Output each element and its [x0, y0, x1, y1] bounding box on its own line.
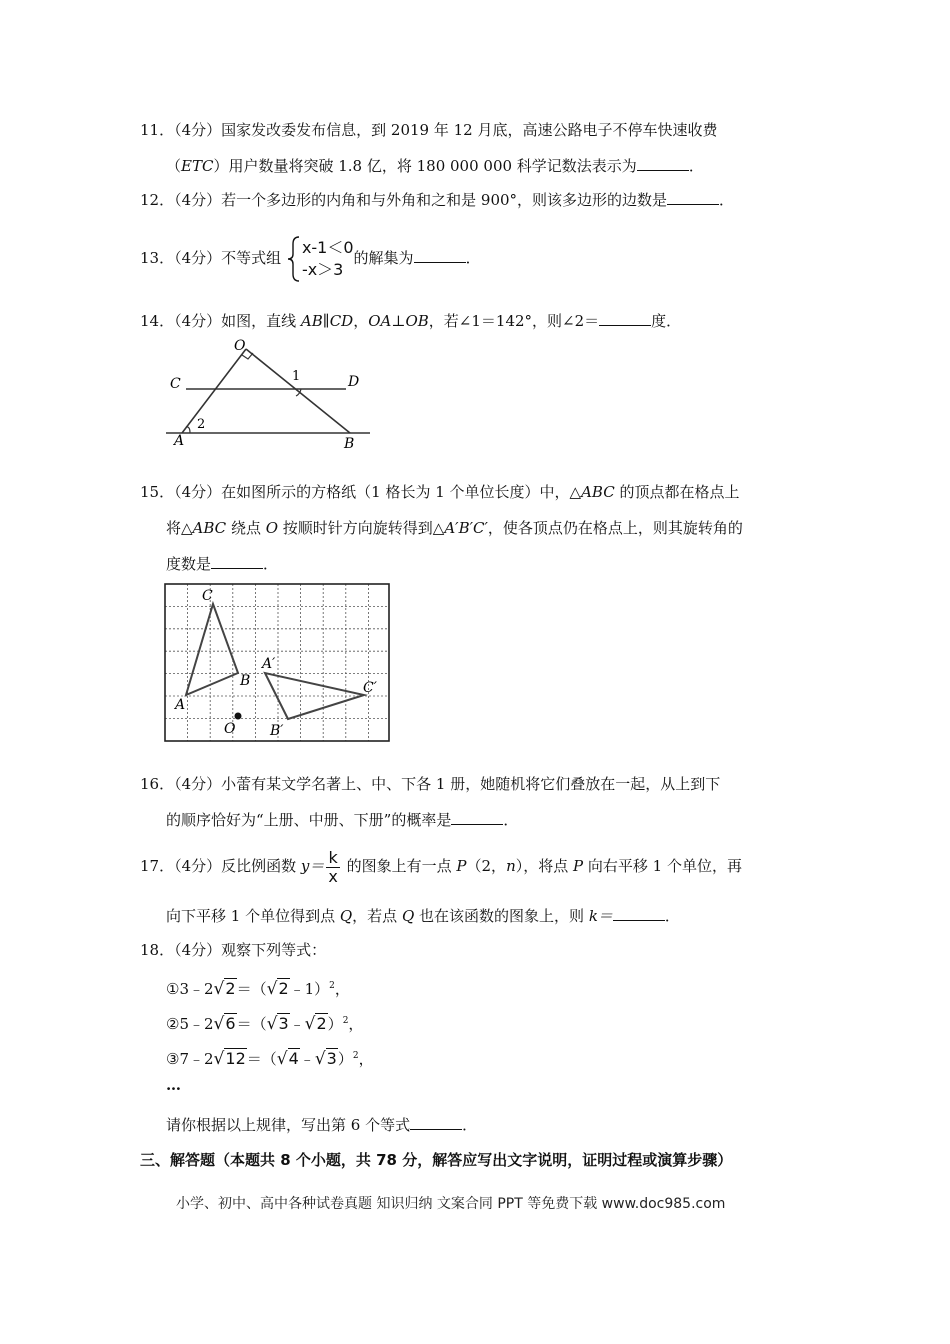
- answer-blank[interactable]: [667, 190, 719, 205]
- label-c-prime: C′: [363, 680, 377, 696]
- q15-grid-figure: [164, 583, 390, 743]
- q18-eq2: ②5﹣2√6＝（√3﹣√2）$^2$，: [166, 1014, 364, 1034]
- q18-eq1: ①3﹣2√2＝（√2﹣1）$^2$，: [166, 979, 350, 999]
- q15-line2: 将△ABC 绕点 O 按顺时针方向旋转得到△A′B′C′，使各顶点仍在格点上，则其旋转角的: [166, 519, 743, 537]
- q11-line1: 11．（4分）国家发改委发布信息，到 2019 年 12 月底，高速公路电子不停车快速收费: [140, 121, 718, 139]
- label-c: C: [170, 376, 181, 392]
- q14-line: 14．（4分）如图，直线 AB∥CD，OA⊥OB，若∠1＝142°，则∠2＝ 度．: [140, 312, 682, 330]
- page-footer: 小学、初中、高中各种试卷真题 知识归纳 文案合同 PPT 等免费下载 www.doc985.com: [176, 1196, 726, 1212]
- label-b-prime: B′: [270, 723, 284, 739]
- brace-icon: [286, 236, 302, 282]
- q17-line1: 17．（4分）反比例函数 y＝ $\frac{k}{x}$ 的图象上有一点 P（2，n），将点 P 向右平移 1 个单位，再: [140, 847, 742, 886]
- q16-line1: 16．（4分）小蕾有某文学名著上、中、下各 1 册，她随机将它们叠放在一起，从上到下: [140, 775, 721, 793]
- q18-prompt: 请你根据以上规律，写出第 6 个等式 ．: [166, 1116, 478, 1134]
- label-a: A: [175, 697, 186, 713]
- q15-line3: 度数是 ．: [166, 555, 279, 573]
- segment-ob: [246, 349, 350, 433]
- q17-line2: 向下平移 1 个单位得到点 Q，若点 Q 也在该函数的图象上，则 k＝ ．: [166, 907, 680, 925]
- q14-figure: [160, 338, 380, 448]
- segment-oa: [182, 349, 246, 433]
- q18-line: 18．（4分）观察下列等式：: [140, 941, 327, 959]
- q15-line1: 15．（4分）在如图所示的方格纸（1 格长为 1 个单位长度）中，△ABC 的顶点都在格点上: [140, 483, 740, 501]
- point-o: [235, 713, 242, 720]
- label-o: O: [224, 721, 236, 737]
- q16-line2: 的顺序恰好为“上册、中册、下册”的概率是 ．: [166, 811, 519, 829]
- triangle-abc: [186, 604, 238, 695]
- label-c: C: [202, 588, 213, 604]
- label-a-prime: A′: [262, 656, 276, 672]
- label-b: B: [240, 673, 251, 689]
- fraction-k-over-x: $\frac{k}{x}$: [328, 847, 338, 886]
- label-angle1: 1: [292, 369, 301, 384]
- answer-blank[interactable]: [414, 248, 466, 263]
- label-d: D: [348, 374, 360, 390]
- q18-ellipsis: …: [166, 1076, 181, 1094]
- label-a: A: [174, 433, 185, 448]
- q13-line: 13．（4分）不等式组 x-1＜0 -x＞3 的解集为 ．: [140, 232, 481, 284]
- inequality-system: x-1＜0 -x＞3: [301, 238, 354, 279]
- answer-blank[interactable]: [410, 1115, 462, 1130]
- answer-blank[interactable]: [599, 311, 651, 326]
- q18-eq3: ③7﹣2√12＝（√4﹣√3）$^2$，: [166, 1049, 374, 1069]
- label-angle2: 2: [197, 417, 206, 432]
- label-b: B: [344, 436, 355, 448]
- answer-blank[interactable]: [211, 554, 263, 569]
- label-o: O: [234, 338, 246, 354]
- answer-blank[interactable]: [613, 906, 665, 921]
- section-3-heading: 三、解答题（本题共 8 个小题，共 78 分，解答应写出文字说明，证明过程或演算步骤）: [140, 1151, 733, 1169]
- q11-line2: （ETC）用户数量将突破 1.8 亿，将 180 000 000 科学记数法表示为 ．: [166, 157, 704, 175]
- sqrt-symbol: √2: [213, 979, 236, 999]
- q12-line: 12．（4分）若一个多边形的内角和与外角和之和是 900°，则该多边形的边数是 ．: [140, 191, 735, 209]
- answer-blank[interactable]: [637, 156, 689, 171]
- answer-blank[interactable]: [451, 810, 503, 825]
